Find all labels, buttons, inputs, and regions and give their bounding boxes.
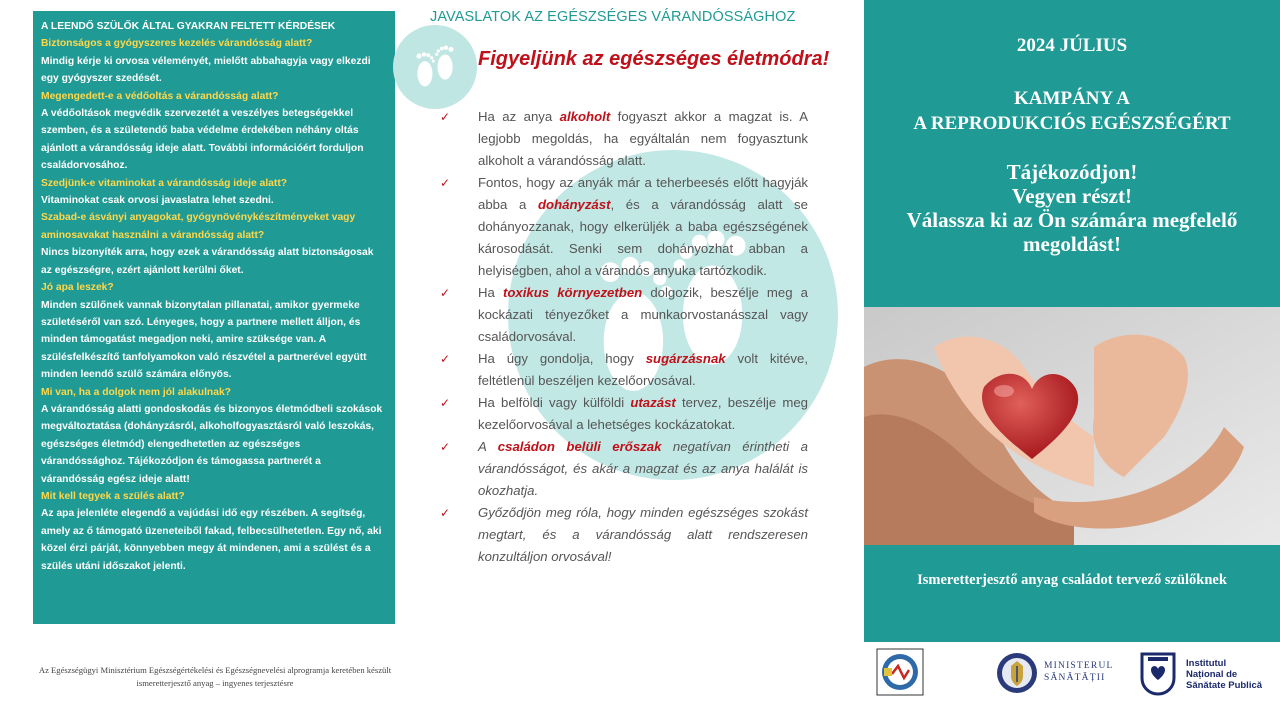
- faq-heading: A LEENDŐ SZÜLŐK ÁLTAL GYAKRAN FELTETT KÉRDÉSEK: [41, 21, 336, 32]
- footprints-icon: [393, 25, 477, 109]
- tip-text: A: [478, 439, 498, 454]
- cta-line: Válassza ki az Ön számára megfelelő: [906, 208, 1238, 232]
- ministry-crest-icon: [996, 652, 1038, 694]
- tip-text: Ha úgy gondolja, hogy: [478, 351, 646, 366]
- check-icon: ✓: [440, 286, 451, 300]
- tip-text: tervez, beszélje meg kezelőorvosával a lehetséges kockázatokat.: [478, 395, 809, 432]
- ministry-name: [1044, 660, 1114, 684]
- campaign-title-line: KAMPÁNY A: [1014, 88, 1130, 109]
- cta-line: Tájékozódjon!: [1006, 160, 1138, 184]
- cta-line: megoldást!: [1023, 232, 1121, 256]
- tip-item: [440, 172, 808, 282]
- faq-answer: Minden szülőnek vannak bizonytalan pillanatai, amikor gyermeke születéséről van szó. Lényeges, hogy a partnere mellett álljon, és minden támogatást megadjon neki, amire szüksége van. A szülésfelkészítő tanfolyamokon való részvétel a partnerével együtt minden leendő szülő számára előnyös.: [41, 299, 367, 381]
- association-logo-icon: [876, 648, 924, 696]
- tip-item: [440, 348, 808, 392]
- campaign-header: [864, 0, 1280, 307]
- tip-highlight: családon belüli erőszak: [497, 439, 662, 454]
- tip-text: fogyaszt akkor a magzat is. A legjobb megoldás, ha egyáltalán nem fogyasztunk alkoholt a várandósság alatt.: [478, 109, 808, 168]
- check-icon: ✓: [440, 176, 451, 190]
- faq-answer: Mindig kérje ki orvosa véleményét, mielőtt abbahagyja vagy elkezdi egy gyógyszer szedését.: [41, 55, 371, 85]
- tip-text: Ha az anya: [478, 109, 560, 124]
- tip-text: volt kitéve, feltétlenül beszéljen kezelőorvosával.: [478, 351, 808, 388]
- cta-line: Vegyen részt!: [1012, 184, 1132, 208]
- campaign-title: [864, 86, 1280, 136]
- tip-item: [440, 392, 808, 436]
- recommendations-title: JAVASLATOK AZ EGÉSZSÉGES VÁRANDÓSSÁGHOZ: [430, 9, 796, 25]
- tip-text: Győződjön meg róla, hogy minden egészséges szokást megtart, és a várandósság alatt rendszeresen konzultáljon orvosával!: [478, 505, 808, 564]
- check-icon: ✓: [440, 396, 451, 410]
- faq-question: Szabad-e ásványi anyagokat, gyógynövénykészítményeket vagy aminosavakat használni a várandósság alatt?: [41, 212, 356, 241]
- tip-highlight: alkoholt: [559, 109, 611, 124]
- check-icon: ✓: [440, 506, 451, 520]
- faq-answer: Az apa jelenléte elegendő a vajúdási idő egy részében. A segítség, amely az ő támogató üzeneteiből fakad, felbecsülhetetlen. Egy nő, aki közel érzi párját, könnyebben megy át mindenen, ami a szülést és a szülés utáni időszakot jelenti.: [41, 508, 382, 572]
- insp-logo-icon: [1138, 648, 1178, 696]
- insp-name-line: Sănătate Publică: [1186, 680, 1263, 691]
- tip-highlight: dohányzást: [537, 197, 611, 212]
- faq-question: Mit kell tegyek a szülés alatt?: [41, 490, 185, 502]
- tip-item: [440, 106, 808, 172]
- check-icon: ✓: [440, 352, 451, 366]
- partner-logos: [864, 642, 1280, 700]
- faq-answer: A várandósság alatti gondoskodás és bizonyos életmódbeli szokások megváltoztatása (dohányzásról, alkoholfogyasztásról való leszokás, egészséges életmód) elengedhetetlen az egészséges várandóssághoz. Tájékozódjon és támogassa partnerét a várandósság egész ideje alatt!: [41, 403, 383, 485]
- insp-name-line: Național de: [1186, 669, 1238, 680]
- insp-name: [1186, 658, 1262, 691]
- insp-name-line: Institutul: [1186, 658, 1227, 669]
- faq-answer: Vitaminokat csak orvosi javaslatra lehet szedni.: [41, 195, 274, 207]
- faq-question: Jó apa leszek?: [41, 282, 114, 294]
- tip-highlight: sugárzásnak: [645, 351, 726, 366]
- footer-note: Az Egészségügyi Minisztérium Egészségértékelési és Egészségnevelési alprogramja keretében készült ismeretterjesztő anyag – ingyenes terjesztésre: [38, 665, 392, 688]
- ministry-name-line: SĂNĂTĂȚII: [1044, 673, 1106, 683]
- faq-answer: Nincs bizonyíték arra, hogy ezek a várandósság alatt biztonságosak az egészségre, ezért ajánlott kerülni őket.: [41, 247, 374, 276]
- tip-item: [440, 436, 808, 502]
- faq-question: Szedjünk-e vitaminokat a várandósság ideje alatt?: [41, 177, 288, 189]
- ministry-name-line: MINISTERUL: [1044, 661, 1114, 671]
- tip-item: [440, 502, 808, 568]
- subtitle-band: [864, 545, 1280, 642]
- tips-list: [440, 106, 808, 568]
- check-icon: ✓: [440, 110, 451, 124]
- tip-text: , és a várandósság alatt se dohányozzanak, hogy elkerüljék a baba egészségének károsodását. Senki sem dohányozhat abban a helyiségben, ahol a várandós anyuka tartózkodik.: [478, 197, 808, 278]
- audience-subtitle: Ismeretterjesztő anyag családot tervező szülőknek: [917, 572, 1227, 588]
- check-icon: ✓: [440, 440, 451, 454]
- faq-panel: [33, 11, 395, 624]
- tip-highlight: utazást: [630, 395, 676, 410]
- faq-list: [41, 35, 387, 575]
- call-to-action: [864, 160, 1280, 256]
- tip-text: dolgozik, beszélje meg a kockázati tényezőket a munkaorvostanásszal vagy családorvosával.: [478, 285, 809, 344]
- tip-text: Ha belföldi vagy külföldi: [478, 395, 631, 410]
- tip-highlight: toxikus környezetben: [502, 285, 643, 300]
- tip-text: negatívan érintheti a várandósságot, és akár a magzat és az anya halálát is okozhatja.: [478, 439, 808, 498]
- faq-question: Megengedett-e a védőoltás a várandósság alatt?: [41, 90, 279, 102]
- slogan: Figyeljünk az egészséges életmódra!: [478, 48, 830, 70]
- campaign-date: 2024 JÚLIUS: [1016, 35, 1128, 56]
- hands-heart-photo: [864, 307, 1280, 545]
- tip-text: Ha: [478, 285, 503, 300]
- faq-answer: A védőoltások megvédik szervezetét a veszélyes betegségekkel szemben, és a születendő baba védelme érdekében néhány oltás ajánlott a várandósság ideje alatt. További információért forduljon családorvosához.: [41, 108, 364, 172]
- tip-item: [440, 282, 808, 348]
- tip-text: Fontos, hogy az anyák már a teherbeesés előtt hagyják abba a: [478, 175, 808, 212]
- faq-question: Mi van, ha a dolgok nem jól alakulnak?: [41, 386, 231, 398]
- campaign-title-line: A REPRODUKCIÓS EGÉSZSÉGÉRT: [913, 113, 1231, 134]
- faq-question: Biztonságos a gyógyszeres kezelés várandósság alatt?: [41, 38, 313, 50]
